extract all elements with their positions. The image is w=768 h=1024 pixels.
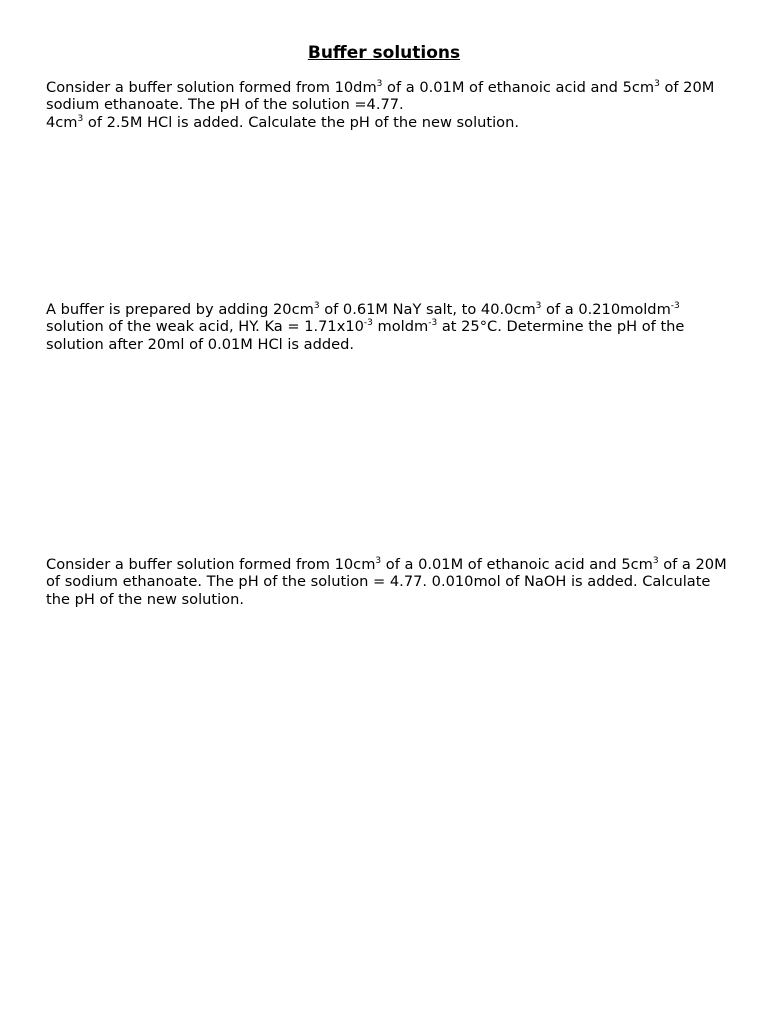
superscript: 3: [375, 556, 382, 566]
question-2-text: A buffer is prepared by adding 20cm: [46, 301, 314, 318]
question-1-text: of 2.5M HCl is added. Calculate the pH of the new solution.: [83, 113, 519, 131]
question-1-text: Consider a buffer solution formed from 10dm: [46, 79, 377, 96]
superscript: -3: [428, 318, 438, 329]
page-title: Buffer solutions: [307, 43, 461, 63]
question-2-text: at 25°C. Determine the pH of the solution after 20ml of 0.01M HCl is added.: [46, 318, 685, 353]
superscript: -3: [670, 301, 680, 311]
question-3-text: of a 20M of sodium ethanoate. The pH of the solution = 4.77. 0.010mol of NaOH is added. Calculate the pH of the new solution.: [46, 556, 727, 608]
superscript: 3: [77, 113, 84, 124]
question-3: [46, 556, 736, 608]
superscript: 3: [376, 79, 383, 89]
question-3-text: of a 0.01M of ethanoic acid and 5cm: [381, 556, 653, 573]
question-2-text: solution of the weak acid, HY. Ka = 1.71x10: [46, 318, 364, 336]
question-2-text: of a 0.210moldm: [541, 301, 671, 318]
question-1-text: of 20M sodium ethanoate. The pH of the solution =4.77.: [46, 79, 715, 114]
superscript: -3: [363, 318, 373, 329]
question-2: [46, 301, 736, 353]
question-1-text: 4cm: [46, 113, 78, 131]
question-2-text: of 0.61M NaY salt, to 40.0cm: [319, 301, 536, 318]
superscript: 3: [652, 556, 659, 566]
superscript: 3: [313, 301, 320, 311]
question-3-text: Consider a buffer solution formed from 10cm: [46, 556, 376, 573]
superscript: 3: [535, 301, 542, 311]
superscript: 3: [654, 79, 660, 89]
question-1-text: of a 0.01M of ethanoic acid and 5cm: [382, 79, 655, 96]
question-1: [46, 79, 736, 131]
question-2-text: moldm: [372, 318, 429, 336]
